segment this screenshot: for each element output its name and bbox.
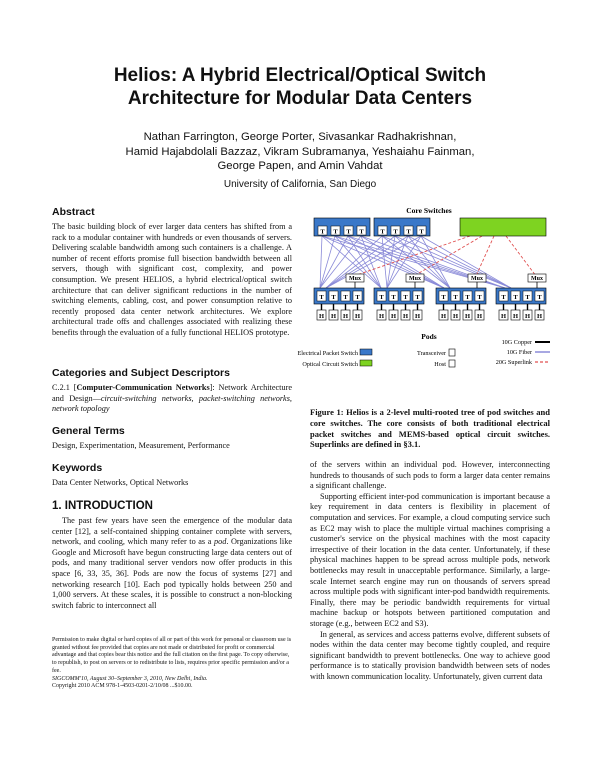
introduction-p1: [52, 516, 292, 611]
authors-line-3: George Papen, and Amin Vahdat: [217, 160, 383, 172]
title-line-2: Architecture for Modular Data Centers: [127, 88, 473, 109]
fiber-link: [320, 236, 322, 288]
transceiver-label: T: [525, 294, 530, 301]
transceiver-label: T: [419, 228, 424, 236]
transceiver-label: T: [359, 228, 364, 236]
fiber-link: [382, 236, 511, 288]
author-list: [0, 130, 600, 174]
intro-pod-term: pod: [213, 537, 227, 547]
legend-copper-label: 10G Copper: [501, 339, 532, 346]
host-label: H: [330, 313, 337, 320]
conference-line: SIGCOMM'10, August 30–September 3, 2010, New Delhi, India.: [52, 675, 208, 682]
mux-label: Mux: [471, 276, 483, 282]
right-column: [310, 460, 550, 682]
keywords-body: Data Center Networks, Optical Networks: [52, 478, 189, 487]
general-terms-body: Design, Experimentation, Measurement, Performance: [52, 441, 230, 450]
keywords-heading: Keywords: [52, 462, 103, 474]
host-label: H: [476, 313, 483, 320]
fiber-link: [320, 236, 335, 288]
categories-section: [52, 367, 292, 415]
title-line-1: Helios: A Hybrid Electrical/Optical Switch: [113, 65, 487, 86]
superlink-link: [506, 236, 536, 276]
transceiver-label: T: [391, 294, 396, 301]
host-label: H: [452, 313, 459, 320]
core-ocs-switch: [460, 218, 546, 236]
transceiver-label: T: [501, 294, 506, 301]
category-code: C.2.1 [: [52, 383, 77, 392]
transceiver-label: T: [441, 294, 446, 301]
legend-superlink-label: 20G Superlink: [495, 359, 532, 366]
category-subjects: circuit-switching networks, packet-switching networks, network topology: [52, 393, 292, 414]
legend-transceiver-swatch: [449, 349, 455, 356]
transceiver-label: T: [331, 294, 336, 301]
categories-body: [52, 383, 292, 415]
authors-line-1: Nathan Farrington, George Porter, Sivasankar Radhakrishnan,: [143, 131, 457, 143]
transceiver-label: T: [406, 228, 411, 236]
transceiver-label: T: [355, 294, 360, 301]
transceiver-label: T: [333, 228, 338, 236]
transceiver-label: T: [346, 228, 351, 236]
transceiver-label: T: [393, 228, 398, 236]
host-label: H: [402, 313, 409, 320]
host-label: H: [440, 313, 447, 320]
host-label: H: [318, 313, 325, 320]
host-label: H: [512, 313, 519, 320]
transceiver-label: T: [453, 294, 458, 301]
legend-ocs-swatch: [360, 360, 372, 366]
figure-1-diagram: [297, 202, 554, 400]
intro-p2: Supporting efficient inter-pod communication is important because a key requirement in data centers is flexibility in placement of computation and services. For example, a cloud computing service such as EC2 may wish to place the multiple virtual machines comprising a customer's service on the physical machines with the most capacity irrespective of their location in the data center. Unfortunately, if these physical machines happen to be spread across multiple pods, network bottlenecks may result in unacceptable performance. Similarly, a large-scale Internet search engine may run on thousands of servers spread across multiple pods with significant inter-pod bandwidth requirements. Finally, there may be periodic bandwidth requirements for virtual machine backup or hotspots between partitioned computation and storage (e.g., between EC2 and S3).: [310, 491, 550, 628]
intro-text-b: . Organizations like Google and Microsoft have begun constructing large data centers out of pods, and many traditional server vendors now offer products in this space [6, 33, 35, 36]. Pods are now the focus of systems [27] and networking research [10]. Each pod typically holds between 250 and 1,000 servers. At these scales, it is possible to construct a non-blocking switch fabric to interconnect all: [52, 537, 293, 610]
legend-host-label: Host: [434, 361, 446, 368]
paper-title: [0, 64, 600, 110]
permission-text: Permission to make digital or hard copies of all or part of this work for personal or classroom use is granted without fee provided that copies are not made or distributed for profit or commercial advantage and that copies bear this notice and the full citation on the first page. To copy otherwise, to republish, to post on servers or to redistribute to lists, requires prior specific permission and/or a fee.: [52, 637, 292, 674]
authors-line-2: Hamid Hajabdolali Bazzaz, Vikram Subramanya, Yeshaiahu Fainman,: [125, 145, 475, 158]
introduction-heading: 1. INTRODUCTION: [52, 500, 153, 512]
general-terms-heading: General Terms: [52, 425, 125, 437]
superlink-link: [354, 236, 470, 276]
intro-continuation: of the servers within an individual pod. However, interconnecting hundreds to thousands of such pods to form a larger data center remains a significant challenge.: [310, 460, 550, 491]
transceiver-label: T: [319, 294, 324, 301]
host-label: H: [464, 313, 471, 320]
host-label: H: [524, 313, 531, 320]
host-label: H: [354, 313, 361, 320]
category-rest: ]: Network Architecture and Design—: [52, 383, 292, 403]
fiber-link: [421, 236, 511, 288]
transceiver-label: T: [403, 294, 408, 301]
transceiver-label: T: [513, 294, 518, 301]
legend-eps-swatch: [360, 349, 372, 355]
transceiver-label: T: [379, 294, 384, 301]
host-label: H: [536, 313, 543, 320]
general-terms-section: [52, 425, 292, 452]
transceiver-label: T: [415, 294, 420, 301]
abstract-body: The basic building block of ever larger data centers has shifted from a rack to a modular container with hundreds or even thousands of servers. Delivering scalable bandwidth among such containers is a challenge. A number of recent efforts promise full bisection bandwidth between all servers, though with significant cost, complexity, and power consumption. We present HELIOS, a hybrid electrical/optical switch architecture that can deliver significant reductions in the number of switching elements, cabling, cost, and power consumption relative to recently proposed data center network architectures. We explore architectural trade offs and challenges associated with realizing these benefits through the evaluation of a fully functional HELIOS prototype.: [52, 222, 292, 337]
permission-notice: [52, 637, 292, 691]
pods-label: Pods: [421, 332, 437, 341]
keywords-section: [52, 462, 292, 489]
superlink-link: [476, 236, 494, 276]
transceiver-label: T: [465, 294, 470, 301]
mux-label: Mux: [409, 276, 421, 282]
mux-label: Mux: [531, 276, 543, 282]
core-switches-label: Core Switches: [406, 206, 452, 215]
mux-label: Mux: [349, 276, 361, 282]
host-label: H: [390, 313, 397, 320]
transceiver-label: T: [380, 228, 385, 236]
abstract-heading: Abstract: [52, 206, 95, 218]
legend-host-swatch: [449, 360, 455, 367]
legend-ocs-label: Optical Circuit Switch: [302, 361, 358, 368]
legend-transceiver-label: Transceiver: [417, 350, 446, 357]
category-name: Computer-Communication Networks: [76, 383, 210, 392]
legend-fiber-label: 10G Fiber: [506, 349, 532, 356]
copyright-line: Copyright 2010 ACM 978-1-4503-0201-2/10/08 ...$10.00.: [52, 683, 193, 690]
intro-text-a: The past few years have seen the emergence of the modular data center [12], a self-contained shipping container complete with servers, network, and cooling, which many refer to as a: [52, 516, 292, 547]
figure-1-caption: Figure 1: Helios is a 2-level multi-rooted tree of pod switches and core switches. The core consists of both traditional electrical packet switches and MEMS-based optical circuit switches. Superlinks are defined in §3.1.: [310, 407, 550, 450]
affiliation: University of California, San Diego: [223, 179, 377, 190]
abstract-section: [52, 206, 292, 339]
legend-eps-label: Electrical Packet Switch: [297, 350, 358, 357]
transceiver-label: T: [320, 228, 325, 236]
transceiver-label: T: [343, 294, 348, 301]
transceiver-label: T: [537, 294, 542, 301]
transceiver-label: T: [477, 294, 482, 301]
intro-p3: In general, as services and access patterns evolve, different subsets of nodes within the data center may become tightly coupled, and require significant bandwidth to prevent bottlenecks. One way to achieve good performance is to statically provision bandwidth between sets of nodes with known communication locality. Unfortunately, given current data: [310, 629, 550, 681]
categories-heading: Categories and Subject Descriptors: [52, 367, 230, 379]
host-label: H: [342, 313, 349, 320]
host-label: H: [414, 313, 421, 320]
host-label: H: [378, 313, 385, 320]
introduction-section: [52, 500, 292, 611]
host-label: H: [500, 313, 507, 320]
